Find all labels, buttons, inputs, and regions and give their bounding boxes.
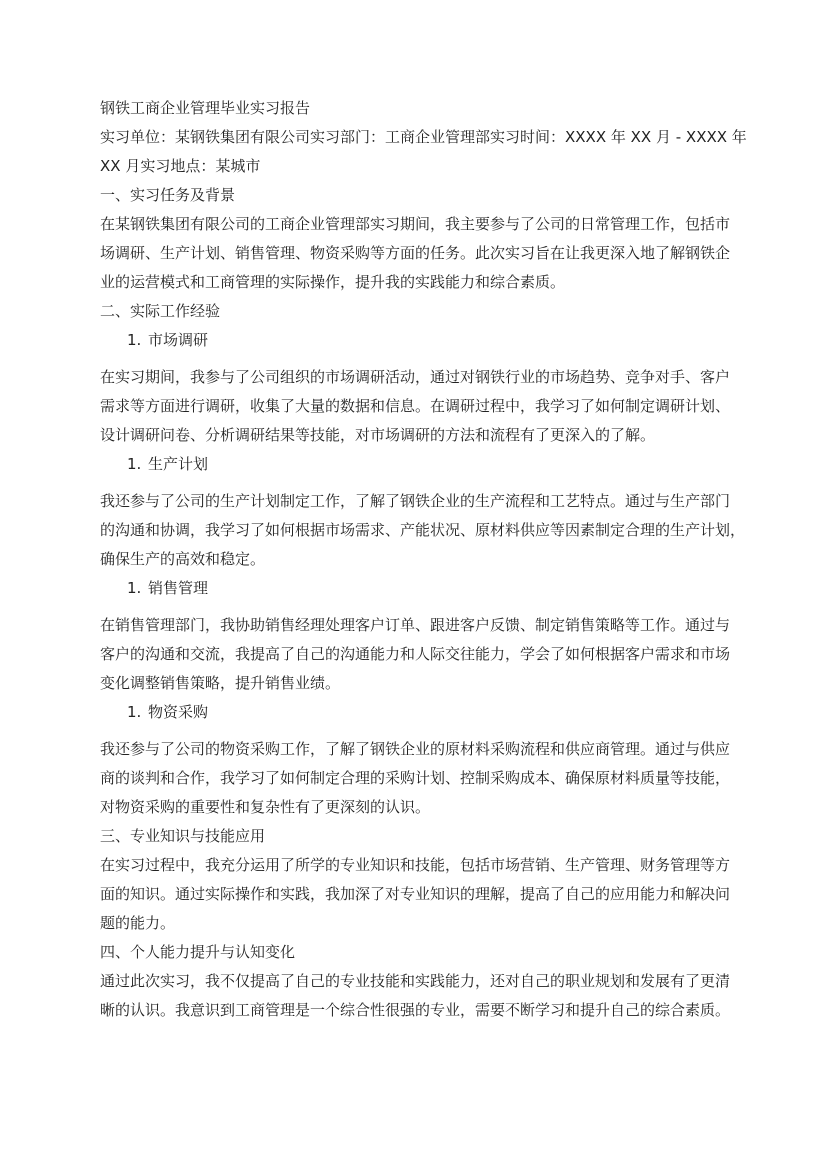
list-item-heading: [100, 698, 760, 727]
paragraph: [100, 210, 760, 297]
section-heading: 二、实际工作经验: [100, 302, 221, 320]
list-label: 物资采购: [148, 703, 209, 721]
document-page: [100, 94, 760, 1025]
text-line: 在实习过程中，我充分运用了所学的专业知识和技能，包括市场营销、生产管理、财务管理等方: [100, 856, 731, 874]
text-line: 需求等方面进行调研，收集了大量的数据和信息。在调研过程中，我学习了如何制定调研计划、: [100, 397, 731, 415]
paragraph: [100, 735, 760, 822]
section-heading: 三、专业知识与技能应用: [100, 827, 266, 845]
text-line: 业的运营模式和工商管理的实际操作，提升我的实践能力和综合素质。: [100, 273, 566, 291]
text-line: 商的谈判和合作，我学习了如何制定合理的采购计划、控制采购成本、确保原材料质量等技能，: [100, 769, 731, 787]
text-line: 客户的沟通和交流，我提高了自己的沟通能力和人际交往能力，学会了如何根据客户需求和市场: [100, 645, 731, 663]
section-heading: 四、个人能力提升与认知变化: [100, 943, 296, 961]
list-item-heading: [100, 574, 760, 603]
list-number: 1.: [127, 703, 142, 721]
text-line: 在某钢铁集团有限公司的工商企业管理部实习期间，我主要参与了公司的日常管理工作，包括市: [100, 215, 731, 233]
list-number: 1.: [127, 331, 142, 349]
list-number: 1.: [127, 579, 142, 597]
info-line: 实习单位：某钢铁集团有限公司实习部门：工商企业管理部实习时间：XXXX 年 XX 月 - XXXX 年: [100, 128, 747, 146]
list-number: 1.: [127, 455, 142, 473]
text-line: 我还参与了公司的生产计划制定工作，了解了钢铁企业的生产流程和工艺特点。通过与生产部门: [100, 492, 731, 510]
list-item-heading: [100, 450, 760, 479]
text-line: 通过此次实习，我不仅提高了自己的专业技能和实践能力，还对自己的职业规划和发展有了更清: [100, 972, 731, 990]
text-line: 在实习期间，我参与了公司组织的市场调研活动，通过对钢铁行业的市场趋势、竞争对手、客户: [100, 368, 731, 386]
section-heading: 一、实习任务及背景: [100, 186, 236, 204]
paragraph: [100, 363, 760, 450]
info-line: XX 月实习地点：某城市: [100, 157, 261, 175]
list-label: 生产计划: [148, 455, 209, 473]
text-line: 在销售管理部门，我协助销售经理处理客户订单、跟进客户反馈、制定销售策略等工作。通过与: [100, 616, 731, 634]
paragraph: [100, 611, 760, 698]
text-line: 对物资采购的重要性和复杂性有了更深刻的认识。: [100, 798, 431, 816]
paragraph: [100, 487, 760, 574]
text-line: 我还参与了公司的物资采购工作，了解了钢铁企业的原材料采购流程和供应商管理。通过与供应: [100, 740, 731, 758]
text-line: 设计调研问卷、分析调研结果等技能，对市场调研的方法和流程有了更深入的了解。: [100, 426, 656, 444]
text-line: 场调研、生产计划、销售管理、物资采购等方面的任务。此次实习旨在让我更深入地了解钢铁企: [100, 244, 731, 262]
text-line: 晰的认识。我意识到工商管理是一个综合性很强的专业，需要不断学习和提升自己的综合素质。: [100, 1001, 731, 1019]
text-line: 的沟通和协调，我学习了如何根据市场需求、产能状况、原材料供应等因素制定合理的生产计划，: [100, 521, 746, 539]
text-line: 面的知识。通过实际操作和实践，我加深了对专业知识的理解，提高了自己的应用能力和解决问: [100, 885, 731, 903]
paragraph: [100, 851, 760, 938]
document-title: 钢铁工商企业管理毕业实习报告: [100, 99, 311, 117]
list-label: 销售管理: [148, 579, 209, 597]
text-line: 确保生产的高效和稳定。: [100, 550, 266, 568]
text-line: 题的能力。: [100, 914, 176, 932]
list-item-heading: [100, 326, 760, 355]
list-label: 市场调研: [148, 331, 209, 349]
text-line: 变化调整销售策略，提升销售业绩。: [100, 674, 341, 692]
paragraph: [100, 967, 760, 1025]
